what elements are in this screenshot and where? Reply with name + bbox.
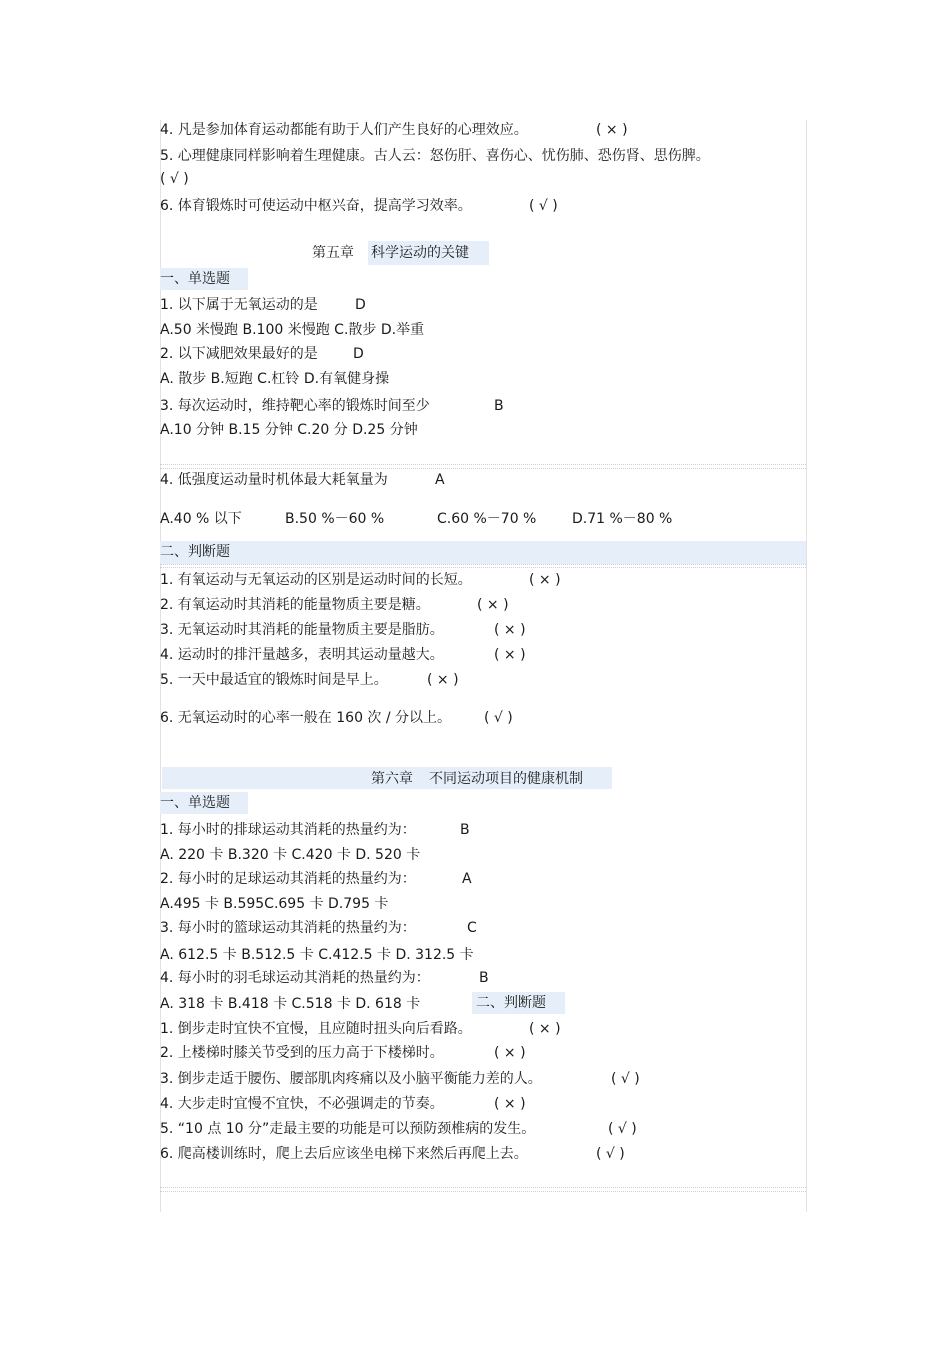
- ch6-q4-text: 4. 每小时的羽毛球运动其消耗的热量约为：: [160, 970, 430, 986]
- ch6-judge-4-answer: ( × ): [494, 1096, 526, 1112]
- ch6-judge-2-answer: ( × ): [494, 1045, 526, 1061]
- ch5-judge-2-text: 2. 有氧运动时其消耗的能量物质主要是糖。: [160, 597, 430, 613]
- chapter-6-title: 不同运动项目的健康机制: [429, 771, 583, 787]
- ch6-q3-text: 3. 每小时的篮球运动其消耗的热量约为：: [160, 920, 416, 936]
- ch6-q4-answer: B: [479, 970, 489, 986]
- ch6-q2-options: A.495 卡 B.595C.695 卡 D.795 卡: [160, 896, 389, 912]
- ch5-judge-5-answer: ( × ): [427, 672, 459, 688]
- prev-judge-4-text: 4. 凡是参加体育运动都能有助于人们产生良好的心理效应。: [160, 122, 528, 138]
- ch5-q1-text: 1. 以下属于无氧运动的是: [160, 297, 318, 313]
- prev-judge-5-answer: ( √ ): [160, 171, 189, 187]
- ch6-judge-6-text: 6. 爬高楼训练时，爬上去后应该坐电梯下来然后再爬上去。: [160, 1146, 528, 1162]
- ch5-judge-3-answer: ( × ): [494, 622, 526, 638]
- ch6-q3-answer: C: [467, 920, 477, 936]
- ch6-q1-options: A. 220 卡 B.320 卡 C.420 卡 D. 520 卡: [160, 847, 421, 863]
- ch6-q1-answer: B: [460, 822, 470, 838]
- page-break-separator-1: [160, 464, 806, 469]
- ch5-judge-1-answer: ( × ): [529, 572, 561, 588]
- ch6-judge-1-text: 1. 倒步走时宜快不宜慢，且应随时扭头向后看路。: [160, 1021, 472, 1037]
- page-break-separator-2: [160, 564, 806, 568]
- ch5-q2-options: A. 散步 B.短跑 C.杠铃 D.有氧健身操: [160, 371, 390, 387]
- chapter-5-number: 第五章: [312, 245, 354, 261]
- ch5-q2-answer: D: [353, 346, 364, 362]
- ch6-q2-answer: A: [462, 871, 472, 887]
- ch6-judge-1-answer: ( × ): [529, 1021, 561, 1037]
- prev-judge-5-text: 5. 心理健康同样影响着生理健康。古人云：怒伤肝、喜伤心、忧伤肺、恐伤肾、思伤脾。: [160, 148, 710, 164]
- ch5-q4-option-c: C.60 %－70 %: [437, 511, 537, 527]
- ch5-q4-option-d: D.71 %－80 %: [572, 511, 673, 527]
- ch5-judge-4-text: 4. 运动时的排汗量越多，表明其运动量越大。: [160, 647, 444, 663]
- ch6-q4-options: A. 318 卡 B.418 卡 C.518 卡 D. 618 卡: [160, 996, 421, 1012]
- ch6-judge-5-answer: ( √ ): [608, 1121, 637, 1137]
- chapter-6-number: 第六章: [371, 771, 413, 787]
- prev-judge-6-text: 6. 体育锻炼时可使运动中枢兴奋，提高学习效率。: [160, 198, 472, 214]
- ch5-judge-2-answer: ( × ): [477, 597, 509, 613]
- ch5-q4-answer: A: [435, 472, 445, 488]
- ch6-judge-2-text: 2. 上楼梯时膝关节受到的压力高于下楼梯时。: [160, 1045, 444, 1061]
- ch6-q2-text: 2. 每小时的足球运动其消耗的热量约为：: [160, 871, 416, 887]
- ch5-judge-6-answer: ( √ ): [484, 710, 513, 726]
- ch6-q1-text: 1. 每小时的排球运动其消耗的热量约为：: [160, 822, 416, 838]
- ch6-judge-3-answer: ( √ ): [611, 1071, 640, 1087]
- ch5-q3-text: 3. 每次运动时，维持靶心率的锻炼时间至少: [160, 398, 430, 414]
- ch6-judge-heading: 二、判断题: [472, 992, 565, 1014]
- ch5-judge-4-answer: ( × ): [494, 647, 526, 663]
- right-margin-line: [806, 120, 807, 1212]
- ch6-q3-options: A. 612.5 卡 B.512.5 卡 C.412.5 卡 D. 312.5 卡: [160, 947, 474, 963]
- ch6-judge-3-text: 3. 倒步走适于腰伤、腰部肌肉疼痛以及小脑平衡能力差的人。: [160, 1071, 542, 1087]
- ch5-judge-3-text: 3. 无氧运动时其消耗的能量物质主要是脂肪。: [160, 622, 444, 638]
- prev-judge-6-answer: ( √ ): [529, 198, 558, 214]
- ch5-q1-answer: D: [355, 297, 366, 313]
- chapter-5-title: 科学运动的关键: [368, 241, 489, 265]
- ch6-judge-4-text: 4. 大步走时宜慢不宜快，不必强调走的节奏。: [160, 1096, 444, 1112]
- ch5-q4-option-b: B.50 %－60 %: [285, 511, 385, 527]
- ch5-q1-options: A.50 米慢跑 B.100 米慢跑 C.散步 D.举重: [160, 322, 425, 338]
- ch6-single-heading: 一、单选题: [160, 792, 248, 814]
- ch6-judge-6-answer: ( √ ): [596, 1146, 625, 1162]
- ch6-judge-5-text: 5. “10 点 10 分”走最主要的功能是可以预防颈椎病的发生。: [160, 1121, 536, 1137]
- ch5-q3-options: A.10 分钟 B.15 分钟 C.20 分 D.25 分钟: [160, 422, 418, 438]
- ch5-q3-answer: B: [494, 398, 504, 414]
- ch5-judge-heading: 二、判断题: [160, 541, 806, 564]
- ch5-single-heading: 一、单选题: [160, 268, 248, 290]
- ch5-judge-5-text: 5. 一天中最适宜的锻炼时间是早上。: [160, 672, 388, 688]
- ch5-judge-6-text: 6. 无氧运动时的心率一般在 160 次 / 分以上。: [160, 710, 452, 726]
- ch5-q4-option-a: A.40 % 以下: [160, 511, 242, 527]
- page-bottom-separator: [160, 1187, 806, 1192]
- ch5-judge-1-text: 1. 有氧运动与无氧运动的区别是运动时间的长短。: [160, 572, 472, 588]
- ch5-q4-text: 4. 低强度运动量时机体最大耗氧量为: [160, 472, 388, 488]
- prev-judge-4-answer: ( × ): [596, 122, 628, 138]
- ch5-q2-text: 2. 以下减肥效果最好的是: [160, 346, 318, 362]
